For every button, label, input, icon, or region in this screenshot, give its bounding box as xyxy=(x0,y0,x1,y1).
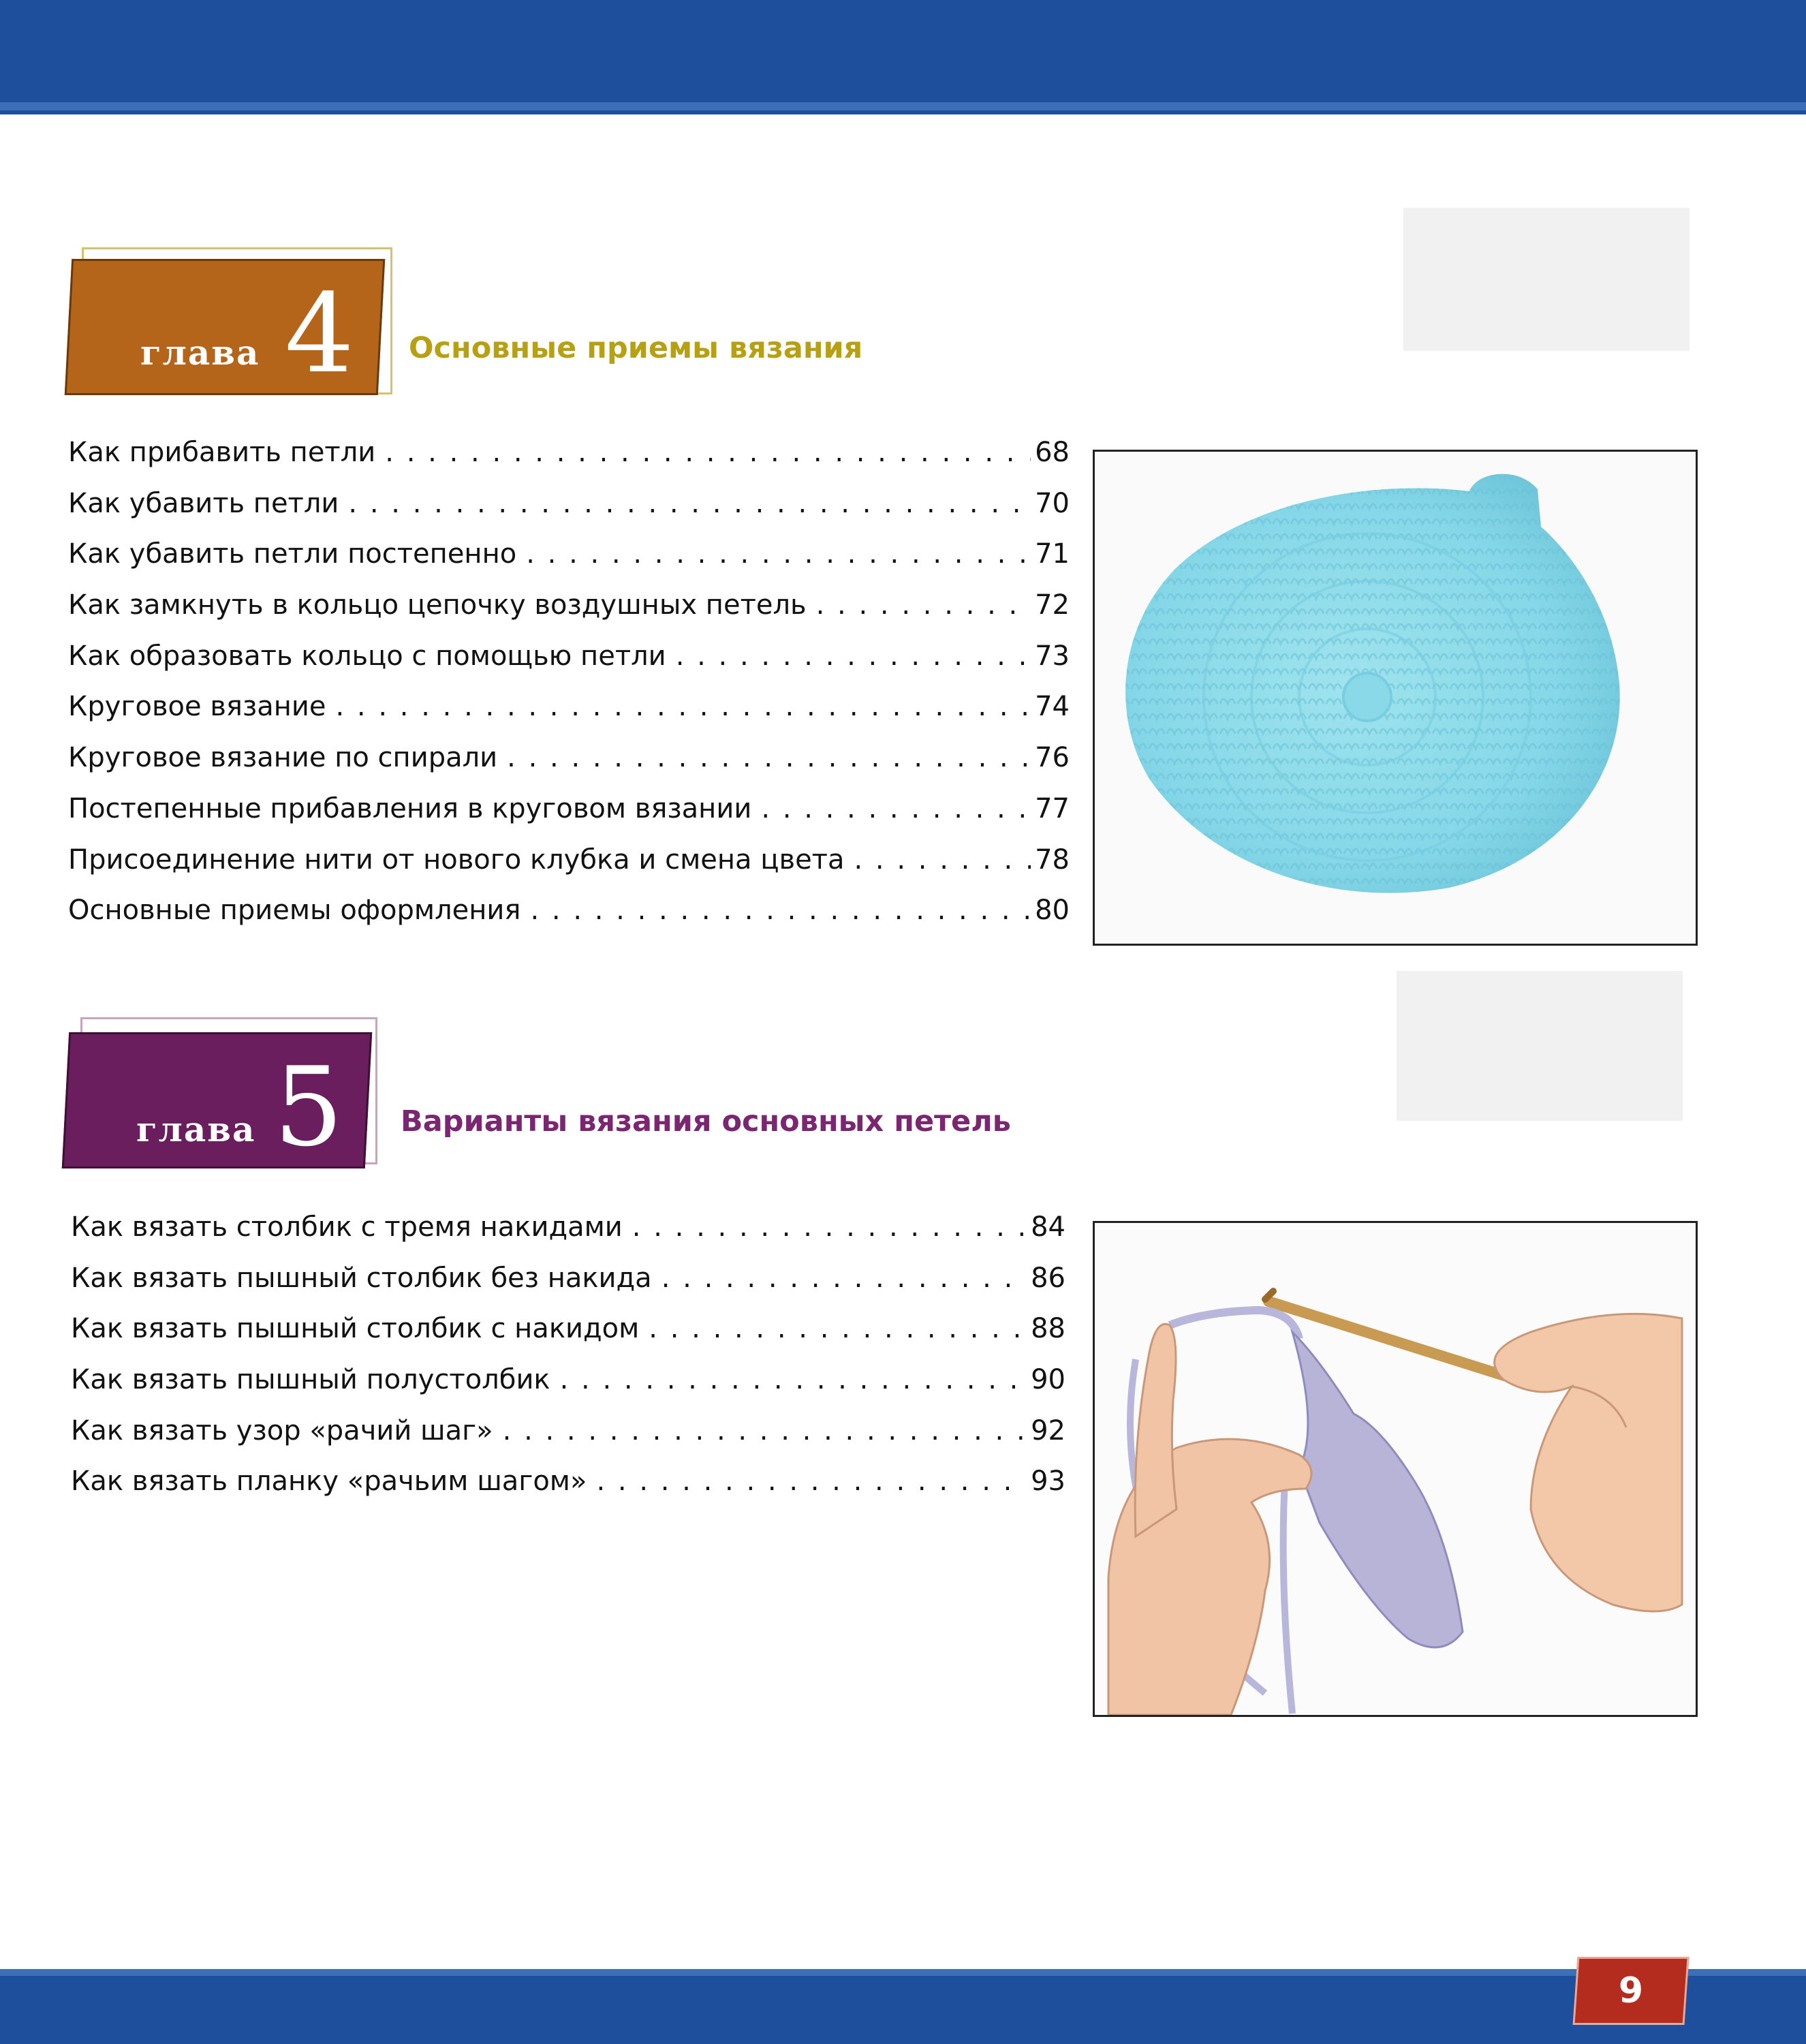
hands-crocheting-illustration xyxy=(1095,1223,1696,1715)
dot-leader xyxy=(649,1313,1027,1344)
dot-leader xyxy=(676,640,1031,672)
toc-entry[interactable]: Круговое вязание по спирали . . . 76 xyxy=(68,742,1070,793)
top-band xyxy=(0,0,1806,114)
toc-entry[interactable]: Как образовать кольцо с помощью петли . . . 73 xyxy=(68,640,1070,692)
dot-leader xyxy=(632,1211,1027,1243)
show-through-block xyxy=(1397,971,1683,1121)
toc-entry[interactable]: Как вязать планку «рачьим шагом» . . . 93 xyxy=(71,1466,1065,1517)
crochet-circle-photo xyxy=(1093,450,1698,946)
chapter-4-title: Основные приемы вязания xyxy=(409,331,863,365)
dot-leader xyxy=(560,1364,1027,1395)
dot-leader xyxy=(507,742,1031,773)
chapter-5-toc xyxy=(71,1211,1065,1517)
dot-leader xyxy=(336,691,1031,722)
bottom-band xyxy=(0,1969,1806,2044)
page-number: 9 xyxy=(1618,1970,1644,2011)
dot-leader xyxy=(816,589,1031,621)
chapter-4-number: 4 xyxy=(285,270,354,397)
chapter-5-word: глава xyxy=(136,1109,256,1149)
toc-entry[interactable]: Как вязать столбик с тремя накидами . . . 84 xyxy=(71,1211,1065,1263)
toc-entry[interactable]: Как вязать пышный полустолбик . . . 90 xyxy=(71,1364,1065,1415)
toc-entry[interactable]: Присоединение нити от нового клубка и смена цвета . . . 78 xyxy=(68,844,1070,895)
toc-entry[interactable]: Как убавить петли . . . 70 xyxy=(68,488,1070,539)
chapter-4-header xyxy=(68,244,886,407)
toc-entry[interactable]: Как замкнуть в кольцо цепочку воздушных петель . . . 72 xyxy=(68,589,1070,640)
chapter-4-toc xyxy=(68,437,1070,946)
toc-entry[interactable]: Как вязать узор «рачий шаг» . . . 92 xyxy=(71,1415,1065,1466)
toc-entry[interactable]: Как вязать пышный столбик без накида . . . 86 xyxy=(71,1263,1065,1314)
chapter-4-word: глава xyxy=(140,332,260,373)
chapter-5-number: 5 xyxy=(274,1043,343,1171)
toc-entry[interactable]: Основные приемы оформления . . . 80 xyxy=(68,895,1070,946)
toc-entry[interactable]: Как вязать пышный столбик с накидом . . . 88 xyxy=(71,1313,1065,1364)
toc-entry[interactable]: Постепенные прибавления в круговом вязании . . . 77 xyxy=(68,793,1070,844)
dot-leader xyxy=(385,437,1031,468)
dot-leader xyxy=(526,538,1031,570)
dot-leader xyxy=(761,793,1031,824)
dot-leader xyxy=(596,1466,1027,1497)
toc-entry[interactable]: Как убавить петли постепенно . . . 71 xyxy=(68,538,1070,589)
dot-leader xyxy=(854,844,1031,876)
dot-leader xyxy=(348,488,1031,519)
chapter-5-header xyxy=(65,1017,1019,1181)
dot-leader xyxy=(503,1415,1027,1446)
show-through-block xyxy=(1403,208,1690,351)
toc-entry[interactable]: Круговое вязание . . . 74 xyxy=(68,691,1070,742)
hands-crocheting-photo xyxy=(1093,1221,1698,1717)
dot-leader xyxy=(661,1263,1027,1294)
crochet-circle-illustration xyxy=(1095,452,1696,944)
chapter-5-title: Варианты вязания основных петель xyxy=(401,1104,1011,1139)
dot-leader xyxy=(530,895,1031,926)
toc-entry[interactable]: Как прибавить петли . . . 68 xyxy=(68,437,1070,488)
